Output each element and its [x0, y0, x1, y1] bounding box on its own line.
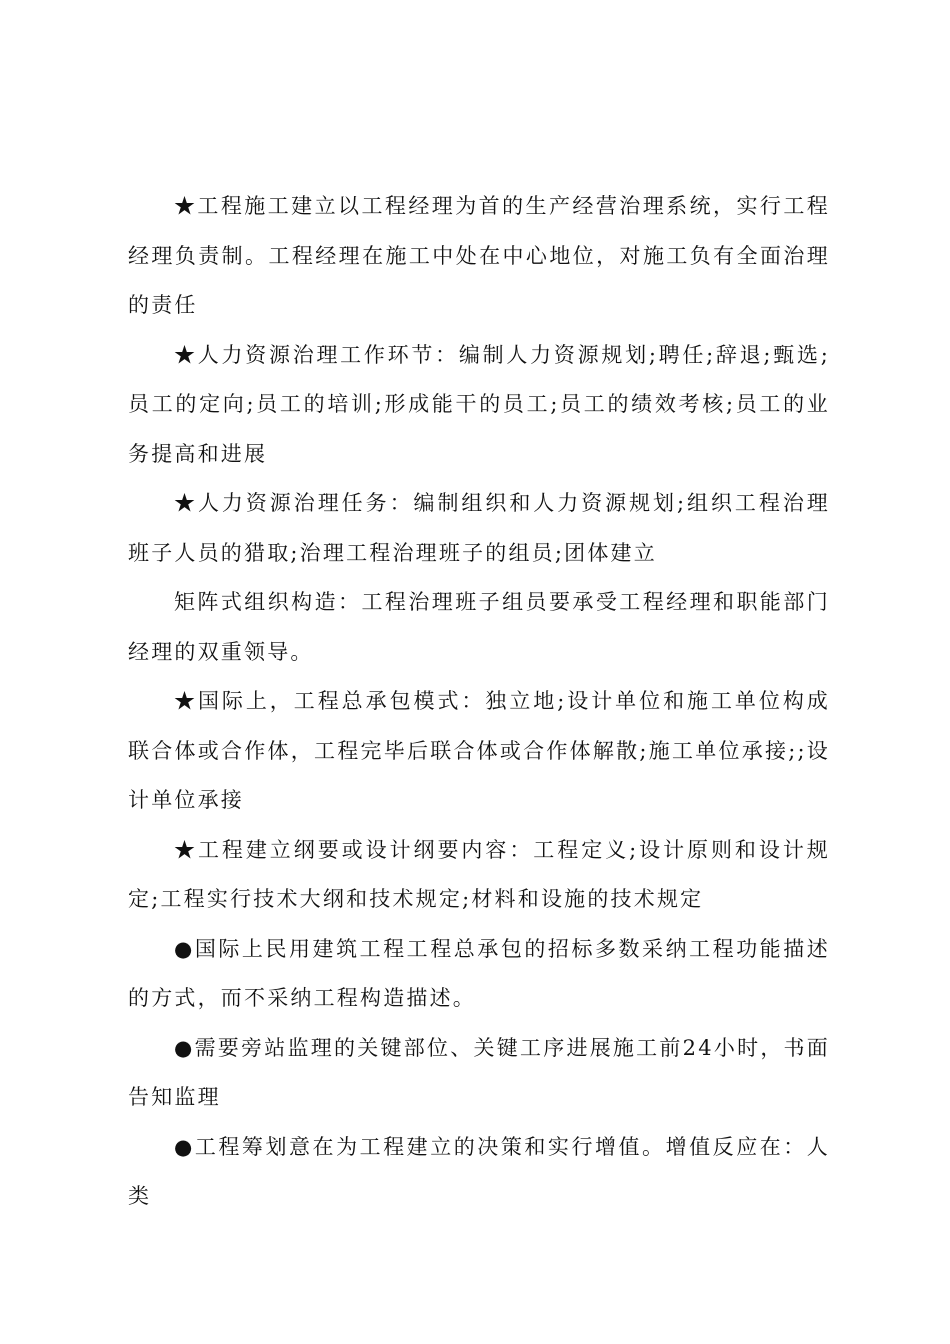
paragraph: ★人力资源治理任务：编制组织和人力资源规划;组织工程治理班子人员的猎取;治理工程治理班子的组员;团体建立 [128, 491, 830, 565]
document-body [128, 182, 830, 1222]
paragraph: 矩阵式组织构造：工程治理班子组员要承受工程经理和职能部门经理的双重领导。 [128, 590, 830, 664]
paragraph: ●工程筹划意在为工程建立的决策和实行增值。增值反应在：人类 [128, 1134, 830, 1208]
paragraph: ★人力资源治理工作环节：编制人力资源规划;聘任;辞退;甄选;员工的定向;员工的培训;形成能干的员工;员工的绩效考核;员工的业务提高和进展 [128, 342, 830, 466]
paragraph: ★工程施工建立以工程经理为首的生产经营治理系统，实行工程经理负责制。工程经理在施工中处在中心地位，对施工负有全面治理的责任 [128, 194, 830, 317]
paragraph: ★工程建立纲要或设计纲要内容：工程定义;设计原则和设计规定;工程实行技术大纲和技术规定;材料和设施的技术规定 [128, 837, 830, 911]
paragraph: ★国际上，工程总承包模式：独立地;设计单位和施工单位构成联合体或合作体，工程完毕后联合体或合作体解散;施工单位承接;;设计单位承接 [128, 689, 830, 812]
paragraph: ●国际上民用建筑工程工程总承包的招标多数采纳工程功能描述的方式，而不采纳工程构造描述。 [128, 936, 830, 1010]
paragraph: ●需要旁站监理的关键部位、关键工序进展施工前24小时，书面告知监理 [128, 1035, 830, 1109]
